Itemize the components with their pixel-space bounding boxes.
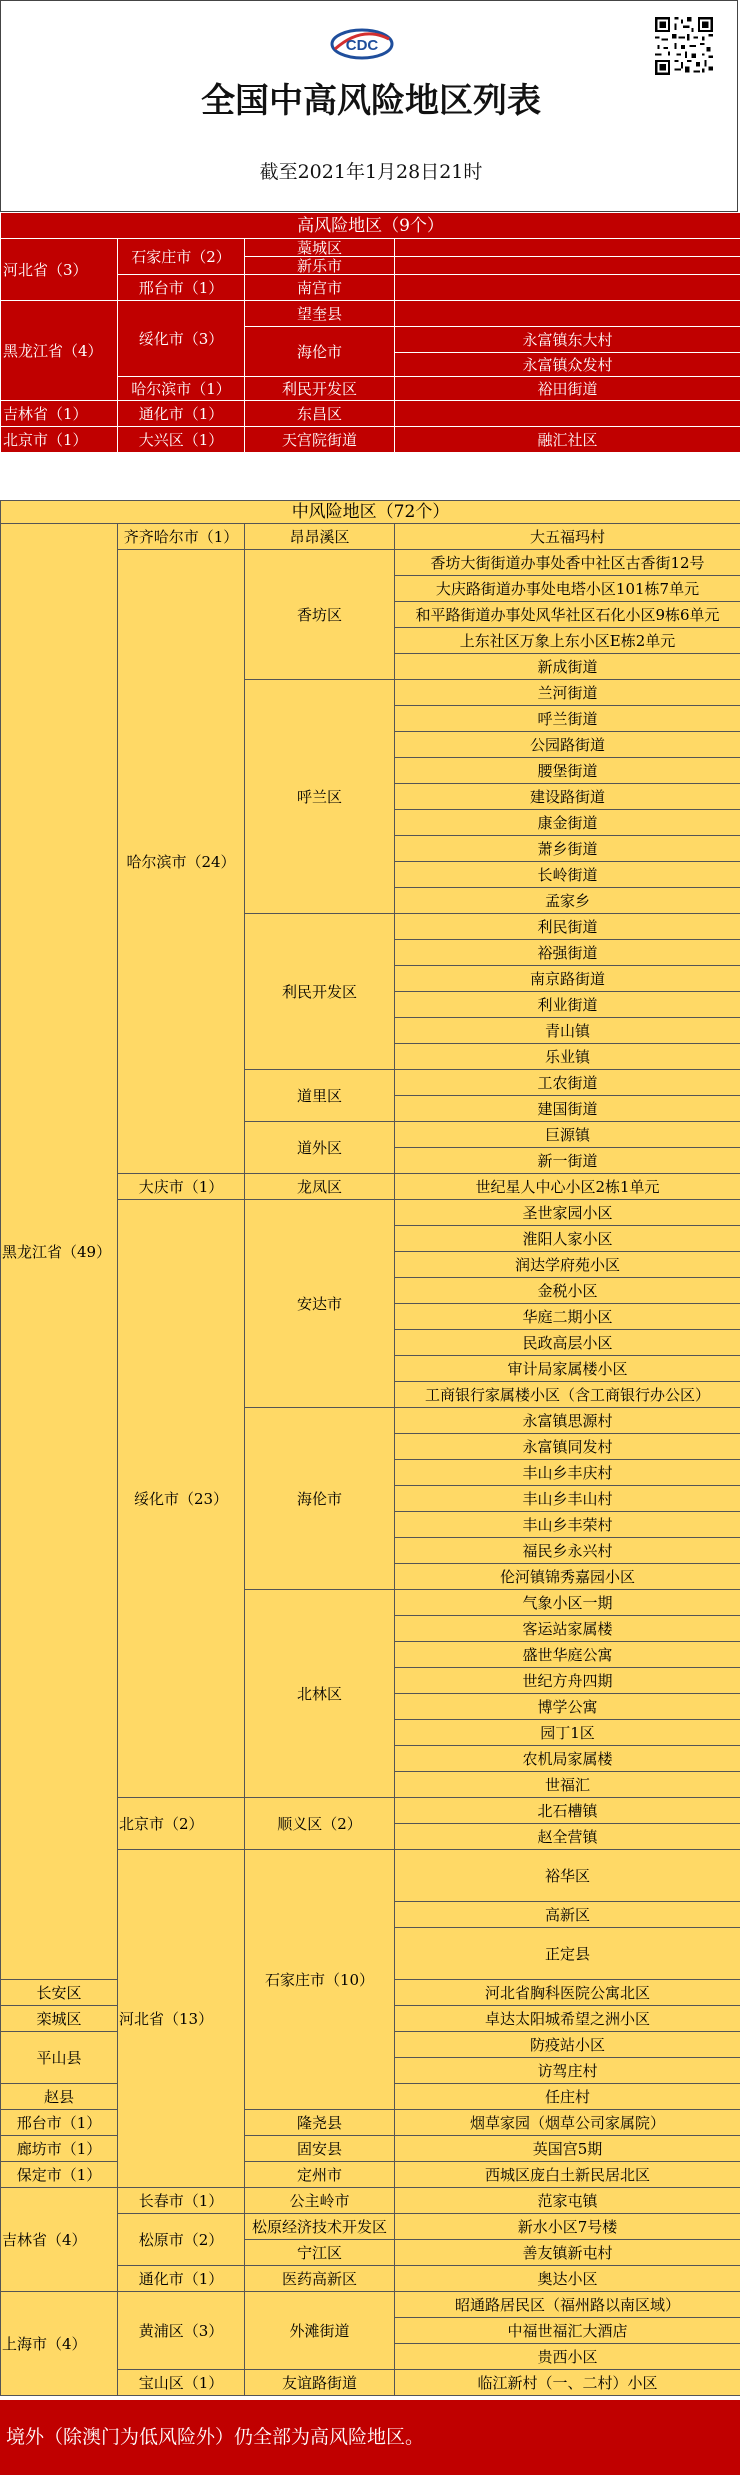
district-cell: 利民开发区 [245,914,395,1070]
street-cell: 上东社区万象上东小区E栋2单元 [395,628,740,654]
high-risk-table [0,212,740,453]
street-cell: 奥达小区 [395,2266,740,2292]
district-cell: 望奎县 [245,301,395,327]
street-cell: 公园路街道 [395,732,740,758]
street-cell: 永富镇众发村 [395,353,740,377]
street-cell: 腰堡街道 [395,758,740,784]
city-cell: 廊坊市（1） [1,2136,118,2162]
province-cell: 河北省（3） [1,239,118,301]
street-cell: 青山镇 [395,1018,740,1044]
city-cell: 通化市（1） [118,401,245,427]
district-cell: 天宫院街道 [245,427,395,453]
district-cell: 新乐市 [245,257,395,275]
street-cell: 园丁1区 [395,1720,740,1746]
street-cell: 金税小区 [395,1278,740,1304]
street-cell: 福民乡永兴村 [395,1538,740,1564]
street-cell: 利民街道 [395,914,740,940]
district-cell: 友谊路街道 [245,2370,395,2396]
province-cell: 黑龙江省（4） [1,301,118,401]
header [0,0,738,212]
street-cell: 西城区庞白土新民居北区 [395,2162,740,2188]
street-cell: 访驾庄村 [395,2058,740,2084]
high-risk-title: 高风险地区（9个） [1,213,740,239]
street-cell [395,239,740,257]
street-cell: 润达学府苑小区 [395,1252,740,1278]
district-cell: 裕华区 [395,1850,740,1902]
district-cell: 高新区 [395,1902,740,1928]
street-cell: 新水小区7号楼 [395,2214,740,2240]
street-cell: 裕强街道 [395,940,740,966]
street-cell: 融汇社区 [395,427,740,453]
street-cell: 防疫站小区 [395,2032,740,2058]
street-cell: 世福汇 [395,1772,740,1798]
street-cell: 丰山乡丰庆村 [395,1460,740,1486]
street-cell: 工商银行家属楼小区（含工商银行办公区） [395,1382,740,1408]
street-cell: 裕田街道 [395,377,740,401]
city-cell: 齐齐哈尔市（1） [118,524,245,550]
street-cell: 建设路街道 [395,784,740,810]
update-date: 截至2021年1月28日21时 [259,161,483,183]
district-cell: 南宫市 [245,275,395,301]
street-cell: 盛世华庭公寓 [395,1642,740,1668]
province-cell: 北京市（2） [118,1798,245,1850]
district-cell: 东昌区 [245,401,395,427]
mid-risk-title: 中风险地区（72个） [1,501,740,524]
district-cell: 龙凤区 [245,1174,395,1200]
province-cell: 吉林省（4） [1,2188,118,2292]
street-cell: 康金街道 [395,810,740,836]
street-cell [395,257,740,275]
street-cell: 永富镇同发村 [395,1434,740,1460]
street-cell: 工农街道 [395,1070,740,1096]
district-cell: 宁江区 [245,2240,395,2266]
district-cell: 海伦市 [245,327,395,377]
city-cell: 哈尔滨市（1） [118,377,245,401]
district-cell: 外滩街道 [245,2292,395,2370]
street-cell: 巨源镇 [395,1122,740,1148]
street-cell: 圣世家园小区 [395,1200,740,1226]
street-cell: 长岭街道 [395,862,740,888]
city-cell: 长春市（1） [118,2188,245,2214]
district-cell: 平山县 [1,2032,118,2084]
street-cell: 永富镇思源村 [395,1408,740,1434]
district-cell: 道里区 [245,1070,395,1122]
street-cell: 范家屯镇 [395,2188,740,2214]
city-cell: 哈尔滨市（24） [118,550,245,1174]
district-cell: 医药高新区 [245,2266,395,2292]
city-cell: 保定市（1） [1,2162,118,2188]
street-cell: 中福世福汇大酒店 [395,2318,740,2344]
street-cell: 博学公寓 [395,1694,740,1720]
logo-text: CDC [345,37,379,54]
mid-risk-table [0,500,740,2396]
district-cell: 定州市 [245,2162,395,2188]
street-cell: 卓达太阳城希望之洲小区 [395,2006,740,2032]
province-cell: 吉林省（1） [1,401,118,427]
street-cell: 乐业镇 [395,1044,740,1070]
city-cell: 通化市（1） [118,2266,245,2292]
city-cell: 松原市（2） [118,2214,245,2266]
street-cell: 新成街道 [395,654,740,680]
street-cell: 任庄村 [395,2084,740,2110]
district-cell: 长安区 [1,1980,118,2006]
city-cell: 石家庄市（2） [118,239,245,275]
street-cell: 孟家乡 [395,888,740,914]
city-cell: 绥化市（23） [118,1200,245,1798]
cdc-logo-icon [327,23,397,65]
street-cell: 华庭二期小区 [395,1304,740,1330]
street-cell: 建国街道 [395,1096,740,1122]
district-cell: 公主岭市 [245,2188,395,2214]
street-cell: 临江新村（一、二村）小区 [395,2370,740,2396]
street-cell: 世纪星人中心小区2栋1单元 [395,1174,740,1200]
street-cell: 香坊大街街道办事处香中社区古香街12号 [395,550,740,576]
street-cell: 大庆路街道办事处电塔小区101栋7单元 [395,576,740,602]
street-cell: 民政高层小区 [395,1330,740,1356]
city-cell: 邢台市（1） [118,275,245,301]
street-cell: 善友镇新屯村 [395,2240,740,2266]
street-cell: 烟草家园（烟草公司家属院） [395,2110,740,2136]
street-cell: 丰山乡丰山村 [395,1486,740,1512]
district-cell: 北石槽镇 [395,1798,740,1824]
district-cell: 海伦市 [245,1408,395,1590]
street-cell: 审计局家属楼小区 [395,1356,740,1382]
city-cell: 石家庄市（10） [245,1850,395,2110]
province-cell: 河北省（13） [118,1850,245,2188]
province-cell: 黑龙江省（49） [1,524,118,1980]
street-cell: 和平路街道办事处风华社区石化小区9栋6单元 [395,602,740,628]
street-cell: 利业街道 [395,992,740,1018]
street-cell: 伦河镇锦秀嘉园小区 [395,1564,740,1590]
street-cell [395,401,740,427]
street-cell: 兰河街道 [395,680,740,706]
street-cell: 淮阳人家小区 [395,1226,740,1252]
street-cell: 呼兰街道 [395,706,740,732]
street-cell: 世纪方舟四期 [395,1668,740,1694]
district-cell: 北林区 [245,1590,395,1798]
city-cell: 绥化市（3） [118,301,245,377]
district-cell: 道外区 [245,1122,395,1174]
province-cell: 上海市（4） [1,2292,118,2396]
province-cell: 北京市（1） [1,427,118,453]
footer-note: 境外（除澳门为低风险外）仍全部为高风险地区。 [0,2400,740,2475]
district-cell: 香坊区 [245,550,395,680]
street-cell: 新一街道 [395,1148,740,1174]
street-cell: 客运站家属楼 [395,1616,740,1642]
street-cell: 贵西小区 [395,2344,740,2370]
street-cell [395,275,740,301]
district-cell: 赵全营镇 [395,1824,740,1850]
city-cell: 黄浦区（3） [118,2292,245,2370]
city-cell: 大兴区（1） [118,427,245,453]
page-title: 全国中高风险地区列表 [201,81,541,121]
district-cell: 安达市 [245,1200,395,1408]
street-cell: 南京路街道 [395,966,740,992]
street-cell: 丰山乡丰荣村 [395,1512,740,1538]
street-cell: 永富镇东大村 [395,327,740,353]
district-cell: 利民开发区 [245,377,395,401]
district-cell: 隆尧县 [245,2110,395,2136]
qr-code-icon[interactable] [653,15,715,77]
district-cell: 正定县 [395,1928,740,1980]
district-cell: 松原经济技术开发区 [245,2214,395,2240]
district-cell: 固安县 [245,2136,395,2162]
street-cell: 英国宫5期 [395,2136,740,2162]
city-cell: 顺义区（2） [245,1798,395,1850]
district-cell: 藁城区 [245,239,395,257]
street-cell: 萧乡街道 [395,836,740,862]
district-cell: 呼兰区 [245,680,395,914]
district-cell: 赵县 [1,2084,118,2110]
street-cell [395,301,740,327]
street-cell: 农机局家属楼 [395,1746,740,1772]
city-cell: 邢台市（1） [1,2110,118,2136]
street-cell: 大五福玛村 [395,524,740,550]
city-cell: 大庆市（1） [118,1174,245,1200]
street-cell: 昭通路居民区（福州路以南区域） [395,2292,740,2318]
street-cell: 河北省胸科医院公寓北区 [395,1980,740,2006]
street-cell: 气象小区一期 [395,1590,740,1616]
city-cell: 宝山区（1） [118,2370,245,2396]
district-cell: 昂昂溪区 [245,524,395,550]
district-cell: 栾城区 [1,2006,118,2032]
